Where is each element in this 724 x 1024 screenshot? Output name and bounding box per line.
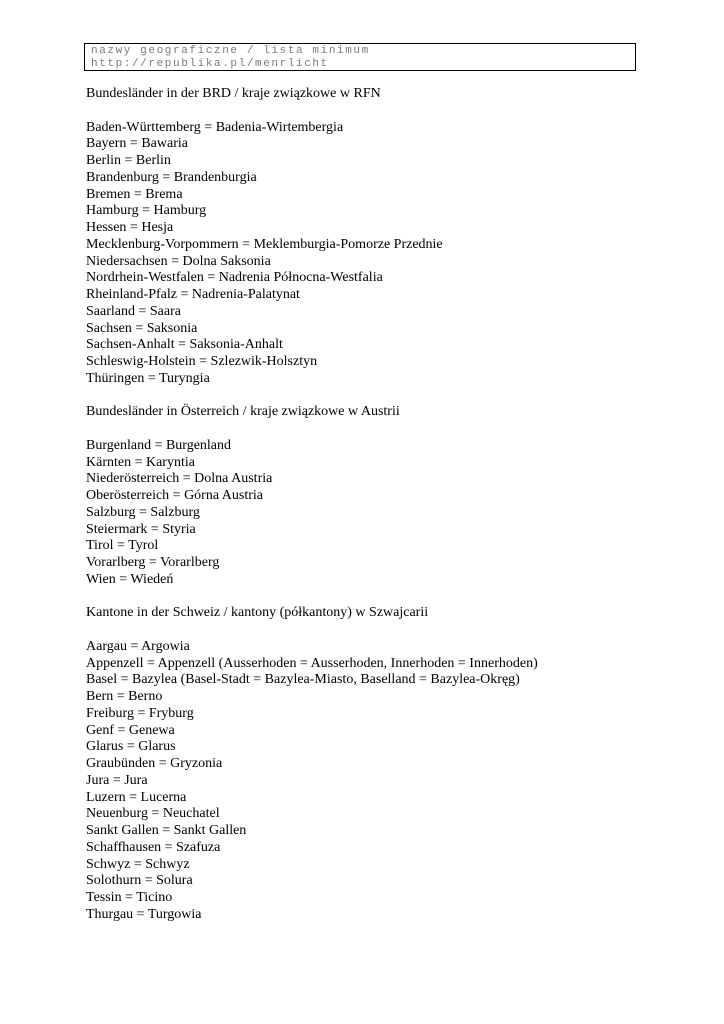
section-switzerland: [86, 605, 686, 923]
list-item: Solothurn = Solura: [86, 873, 193, 889]
list-item: Thurgau = Turgowia: [86, 906, 202, 922]
list-item: Hessen = Hesja: [86, 220, 174, 235]
section-title: Kantone in der Schweiz / kantony (półkantony) w Szwajcarii: [86, 605, 429, 621]
list-item: Tirol = Tyrol: [86, 538, 159, 554]
list-item: Kärnten = Karyntia: [86, 454, 195, 470]
section-title: Bundesländer in Österreich / kraje związkowe w Austrii: [86, 404, 400, 420]
list-item: Tessin = Ticino: [86, 890, 173, 905]
section-title: Bundesländer in der BRD / kraje związkowe w RFN: [86, 86, 381, 101]
list-item: Salzburg = Salzburg: [86, 504, 200, 520]
list-item: Graubünden = Gryzonia: [86, 756, 223, 771]
list-item: Basel = Bazylea (Basel-Stadt = Bazylea-Miasto, Baselland = Bazylea-Okręg): [86, 672, 520, 688]
list-item: Schleswig-Holstein = Szlezwik-Holsztyn: [86, 354, 318, 369]
list-item: Mecklenburg-Vorpommern = Meklemburgia-Pomorze Przednie: [86, 236, 443, 252]
list-item: Thüringen = Turyngia: [86, 370, 210, 386]
list-item: Sachsen = Saksonia: [86, 320, 198, 336]
list-item: Berlin = Berlin: [86, 153, 171, 168]
list-item: Aargau = Argowia: [86, 638, 190, 654]
list-item: Niederösterreich = Dolna Austria: [86, 471, 273, 487]
document-content: [86, 86, 686, 924]
list-item: Genf = Genewa: [86, 722, 175, 738]
list-item: Jura = Jura: [86, 772, 148, 788]
section-germany: [86, 86, 686, 388]
list-item: Niedersachsen = Dolna Saksonia: [86, 253, 271, 269]
entry-list: [86, 438, 686, 589]
list-item: Schwyz = Schwyz: [86, 856, 190, 872]
entry-list: [86, 120, 686, 388]
list-item: Appenzell = Appenzell (Ausserhoden = Ausserhoden, Innerhoden = Innerhoden): [86, 655, 538, 671]
list-item: Sankt Gallen = Sankt Gallen: [86, 823, 247, 838]
list-item: Schaffhausen = Szafuza: [86, 839, 221, 855]
list-item: Oberösterreich = Górna Austria: [86, 488, 264, 503]
list-item: Steiermark = Styria: [86, 521, 196, 537]
list-item: Baden-Württemberg = Badenia-Wirtembergia: [86, 119, 344, 135]
list-item: Neuenburg = Neuchatel: [86, 806, 220, 822]
list-item: Nordrhein-Westfalen = Nadrenia Północna-Westfalia: [86, 270, 383, 286]
entry-list: [86, 639, 686, 924]
section-austria: [86, 404, 686, 588]
header-url: http://republika.pl/menrlicht: [91, 58, 329, 70]
list-item: Sachsen-Anhalt = Saksonia-Anhalt: [86, 337, 283, 353]
list-item: Saarland = Saara: [86, 303, 181, 319]
header-title: nazwy geograficzne / lista minimum: [91, 45, 370, 57]
list-item: Luzern = Lucerna: [86, 789, 187, 805]
header-box: [84, 43, 636, 71]
list-item: Burgenland = Burgenland: [86, 437, 232, 453]
list-item: Glarus = Glarus: [86, 739, 176, 755]
list-item: Bremen = Brema: [86, 186, 183, 202]
list-item: Wien = Wiedeń: [86, 571, 174, 587]
list-item: Rheinland-Pfalz = Nadrenia-Palatynat: [86, 287, 300, 302]
list-item: Freiburg = Fryburg: [86, 705, 194, 721]
list-item: Bern = Berno: [86, 689, 163, 704]
list-item: Bayern = Bawaria: [86, 136, 188, 152]
list-item: Brandenburg = Brandenburgia: [86, 169, 257, 185]
list-item: Vorarlberg = Vorarlberg: [86, 555, 220, 570]
list-item: Hamburg = Hamburg: [86, 203, 207, 219]
